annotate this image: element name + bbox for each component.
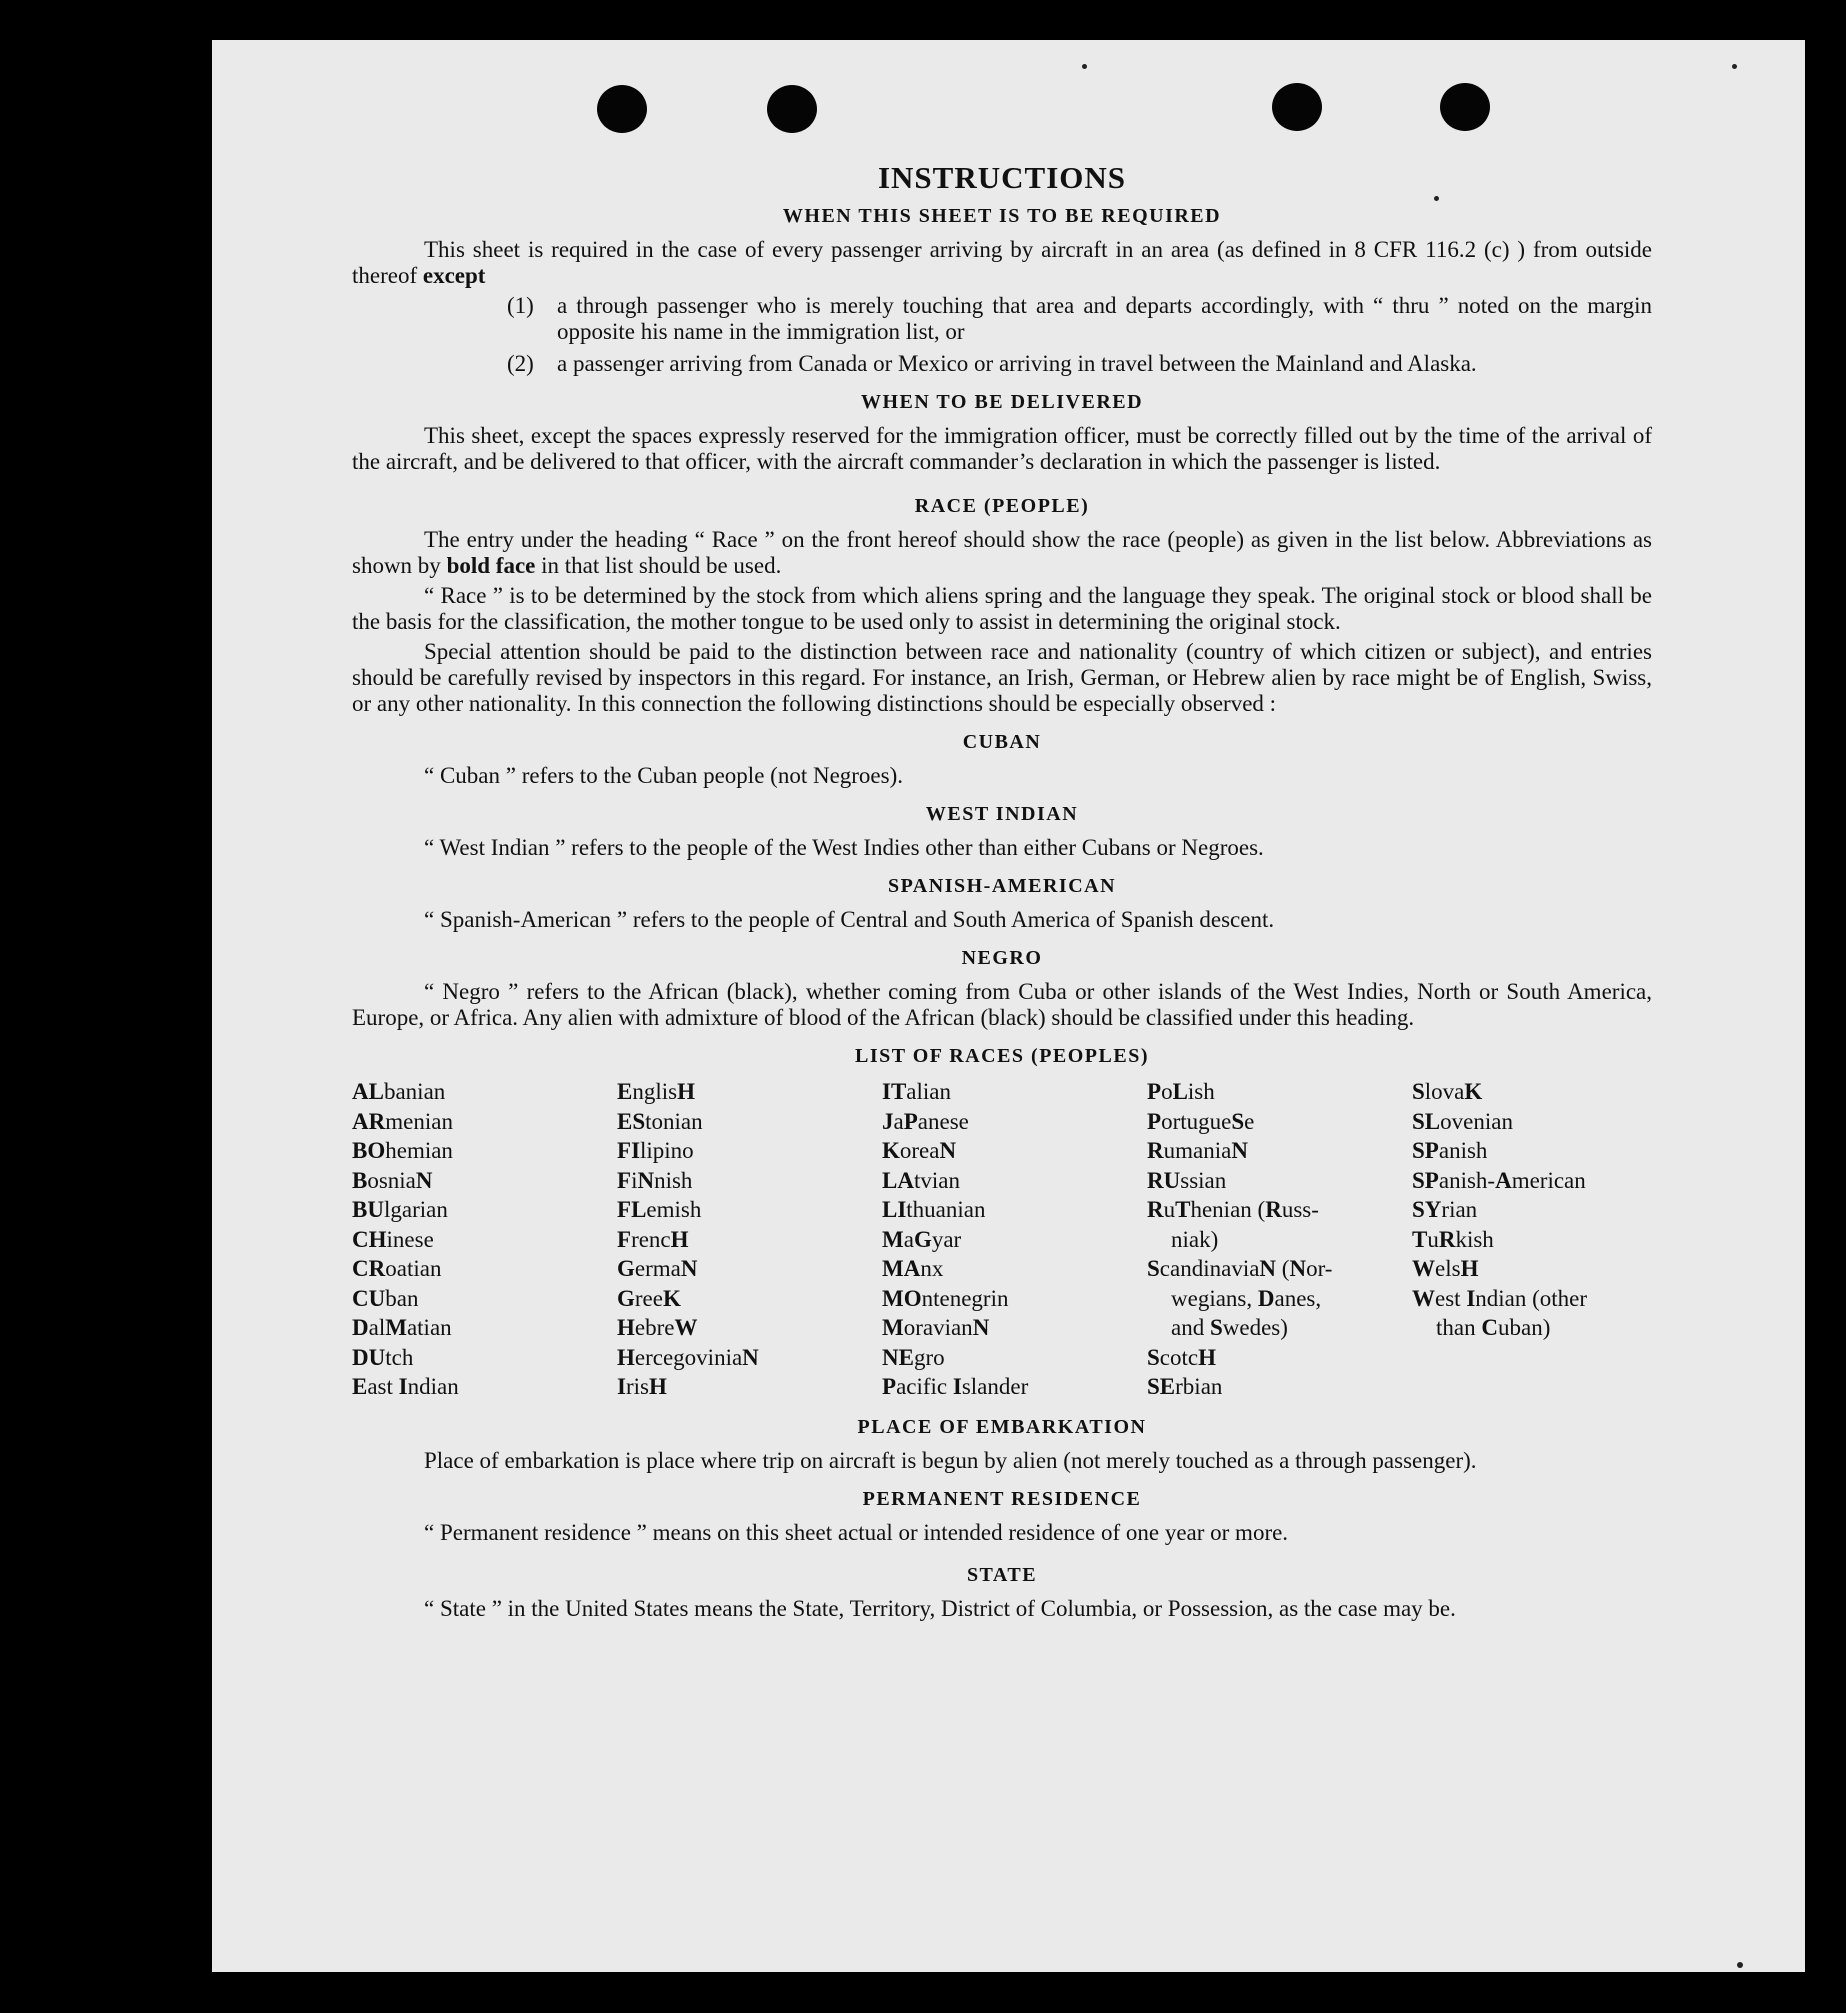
race-entry: SlovaK bbox=[1412, 1079, 1483, 1104]
list-item-1 bbox=[507, 293, 1652, 345]
race-entry: LIthuanian bbox=[882, 1197, 986, 1222]
races-column bbox=[352, 1077, 617, 1402]
item-text: a through passenger who is merely touching that area and departs accordingly, with “ thru ” noted on the margin opposite his name in the immigration list, or bbox=[557, 293, 1652, 344]
dust-speck bbox=[1082, 64, 1087, 69]
paragraph-spanish-american: “ Spanish-American ” refers to the people of Central and South America of Spanish descent. bbox=[424, 907, 1275, 932]
heading-permanent-residence: PERMANENT RESIDENCE bbox=[862, 1487, 1142, 1510]
heading-west-indian: WEST INDIAN bbox=[925, 803, 1079, 825]
race-entry: EnglisH bbox=[617, 1079, 695, 1104]
dust-speck bbox=[1737, 1962, 1743, 1968]
paragraph-race-2: “ Race ” is to be determined by the stock from which aliens spring and the language they speak. The original stock or blood shall be the basis for the classification, the mother tongue to be used only to assist in determining the original stock. bbox=[352, 583, 1652, 634]
race-entry: JaPanese bbox=[882, 1108, 969, 1134]
heading-spanish-american: SPANISH-AMERICAN bbox=[887, 875, 1117, 897]
list-item-2 bbox=[507, 351, 1652, 377]
race-entry: SPanish-American bbox=[1412, 1167, 1586, 1193]
races-column bbox=[882, 1077, 1147, 1402]
race-entry: RumaniaN bbox=[1147, 1138, 1248, 1163]
race-entry: MOntenegrin bbox=[882, 1285, 1009, 1311]
races-column bbox=[617, 1077, 882, 1402]
race-entry: and Swedes) bbox=[1171, 1315, 1288, 1340]
race-entry: wegians, Danes, bbox=[1171, 1285, 1322, 1311]
heading-negro: NEGRO bbox=[961, 947, 1043, 969]
paragraph-cuban: “ Cuban ” refers to the Cuban people (not Negroes). bbox=[424, 763, 904, 788]
race-entry: MaGyar bbox=[882, 1226, 962, 1252]
race-entry: MoravianN bbox=[882, 1315, 990, 1340]
heading-cuban: CUBAN bbox=[962, 731, 1042, 753]
race-entry: CHinese bbox=[352, 1226, 434, 1252]
keyword-bold-face: bold face bbox=[446, 553, 536, 578]
race-entry: SLovenian bbox=[1412, 1108, 1513, 1134]
race-entry: ScandinaviaN (Nor- bbox=[1147, 1256, 1333, 1281]
races-column bbox=[1412, 1077, 1652, 1402]
race-entry: Pacific Islander bbox=[882, 1374, 1029, 1399]
race-entry: HebreW bbox=[617, 1315, 698, 1340]
paragraph-state: “ State ” in the United States means the State, Territory, District of Columbia, or Possession, as the case may be. bbox=[424, 1595, 1456, 1621]
page-title: INSTRUCTIONS bbox=[877, 160, 1126, 195]
race-entry: CRoatian bbox=[352, 1256, 442, 1281]
race-entry: EStonian bbox=[617, 1108, 703, 1134]
paragraph-embarkation: Place of embarkation is place where trip on aircraft is begun by alien (not merely touched as a through passenger). bbox=[424, 1447, 1477, 1473]
race-entry: FrencH bbox=[617, 1226, 689, 1252]
punch-hole bbox=[767, 85, 817, 133]
item-number: (1) bbox=[507, 293, 534, 318]
race-entry: MAnx bbox=[882, 1256, 944, 1281]
race-entry: SYrian bbox=[1412, 1197, 1478, 1222]
race-entry: FIlipino bbox=[617, 1138, 694, 1163]
heading-race: RACE (PEOPLE) bbox=[914, 495, 1090, 517]
race-entry: BUlgarian bbox=[352, 1197, 448, 1222]
race-entry: DUtch bbox=[352, 1344, 414, 1370]
paragraph-race-1 bbox=[352, 527, 1652, 579]
race-entry: ALbanian bbox=[352, 1079, 446, 1104]
race-entry: DalMatian bbox=[352, 1315, 452, 1340]
race-entry: GermaN bbox=[617, 1256, 698, 1281]
document-page bbox=[212, 40, 1805, 1972]
race-entry: ITalian bbox=[882, 1079, 951, 1104]
instructions-content bbox=[352, 160, 1652, 1626]
punch-hole bbox=[1272, 83, 1322, 131]
dust-speck bbox=[1732, 64, 1737, 69]
paragraph-race-3: Special attention should be paid to the distinction between race and nationality (country of which citizen or subject), and entries should be carefully revised by inspectors in this regard. For instance, an Irish, German, or Hebrew alien by race might be of English, Swiss, or any other nationality. In this connection the following distinctions should be especially observed : bbox=[352, 639, 1652, 716]
race-entry: HercegoviniaN bbox=[617, 1344, 759, 1370]
race-entry: KoreaN bbox=[882, 1138, 957, 1163]
race-entry: WelsH bbox=[1412, 1256, 1479, 1281]
heading-when-required: WHEN THIS SHEET IS TO BE REQUIRED bbox=[782, 205, 1222, 227]
heading-embarkation: PLACE OF EMBARKATION bbox=[857, 1415, 1147, 1438]
race-entry: FiNnish bbox=[617, 1167, 693, 1193]
race-entry: GreeK bbox=[617, 1285, 681, 1311]
text-race-1a: The entry under the heading “ Race ” on the front hereof should show the race (people) as given in the list below. Abbreviations as shown by bbox=[352, 527, 1652, 578]
race-entry: FLemish bbox=[617, 1197, 702, 1222]
races-column bbox=[1147, 1077, 1412, 1402]
race-entry: SPanish bbox=[1412, 1138, 1488, 1163]
race-entry: RUssian bbox=[1147, 1167, 1227, 1193]
race-entry: LAtvian bbox=[882, 1167, 960, 1193]
race-entry: ScotcH bbox=[1147, 1344, 1216, 1370]
race-entry: IrisH bbox=[617, 1374, 667, 1399]
paragraph-permanent-residence: “ Permanent residence ” means on this sheet actual or intended residence of one year or more. bbox=[424, 1519, 1289, 1545]
paragraph-when-required bbox=[352, 237, 1652, 289]
punch-hole bbox=[1440, 83, 1490, 131]
race-entry: East Indian bbox=[352, 1374, 459, 1399]
race-entry: PoLish bbox=[1147, 1079, 1215, 1104]
race-entry: PortugueSe bbox=[1147, 1108, 1255, 1134]
keyword-except: except bbox=[422, 263, 486, 288]
race-entry: SErbian bbox=[1147, 1374, 1223, 1399]
item-number: (2) bbox=[507, 351, 534, 376]
race-entry: BOhemian bbox=[352, 1138, 453, 1163]
race-entry: BosniaN bbox=[352, 1167, 433, 1193]
race-entry: CUban bbox=[352, 1285, 419, 1311]
race-entry: niak) bbox=[1171, 1226, 1219, 1252]
text-when-required: This sheet is required in the case of every passenger arriving by aircraft in an area (as defined in 8 CFR 116.2 (c) ) from outside thereof bbox=[352, 237, 1652, 288]
paragraph-when-delivered: This sheet, except the spaces expressly reserved for the immigration officer, must be correctly filled out by the time of the arrival of the aircraft, and be delivered to that officer, with the aircraft commander’s declaration in which the passenger is listed. bbox=[352, 423, 1652, 474]
race-entry: RuThenian (Russ- bbox=[1147, 1197, 1319, 1222]
race-entry: TuRkish bbox=[1412, 1226, 1494, 1252]
punch-hole bbox=[597, 85, 647, 133]
text-race-1c: in that list should be used. bbox=[541, 553, 782, 578]
race-entry: West Indian (other bbox=[1412, 1285, 1588, 1311]
paragraph-negro: “ Negro ” refers to the African (black), whether coming from Cuba or other islands of the West Indies, North or South America, Europe, or Africa. Any alien with admixture of blood of the African (black) should be classified under this heading. bbox=[352, 979, 1652, 1030]
heading-when-delivered: WHEN TO BE DELIVERED bbox=[860, 391, 1144, 413]
paragraph-west-indian: “ West Indian ” refers to the people of the West Indies other than either Cubans or Negroes. bbox=[424, 835, 1264, 860]
race-entry: than Cuban) bbox=[1436, 1315, 1551, 1340]
race-entry: ARmenian bbox=[352, 1108, 453, 1134]
races-list bbox=[352, 1077, 1652, 1402]
race-entry: NEgro bbox=[882, 1344, 945, 1370]
heading-list-of-races: LIST OF RACES (PEOPLES) bbox=[854, 1045, 1149, 1067]
item-text: a passenger arriving from Canada or Mexico or arriving in travel between the Mainland and Alaska. bbox=[557, 351, 1477, 376]
heading-state: STATE bbox=[966, 1563, 1038, 1586]
